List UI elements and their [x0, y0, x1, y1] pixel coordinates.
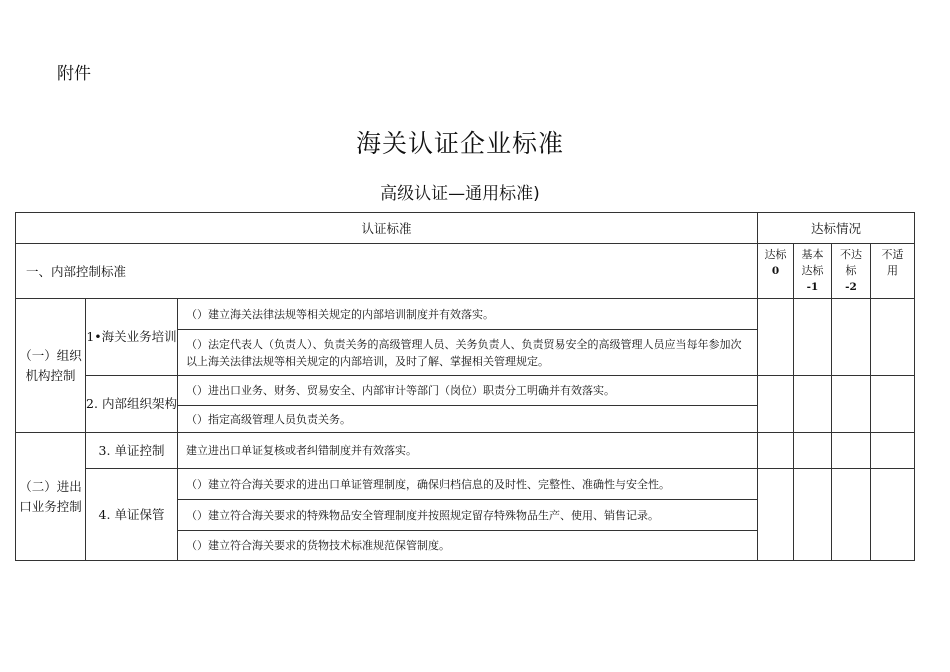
- rating-col-basic: 基本 达标 -1: [794, 244, 832, 299]
- category-2: （二）进出口业务控制: [16, 433, 86, 561]
- cell-score: [871, 299, 915, 376]
- cell-score: [758, 433, 794, 469]
- item-4-2: （）建立符合海关要求的特殊物品安全管理制度并按照规定留存特殊物品生产、使用、销售记录。: [178, 500, 758, 531]
- rating-col-fail: 不达 标 -2: [832, 244, 871, 299]
- cell-score: [758, 299, 794, 376]
- rating-col-meets: 达标 0: [758, 244, 794, 299]
- item-3-1: 建立进出口单证复核或者纠错制度并有效落实。: [178, 433, 758, 469]
- subcategory-2: 2. 内部组织架构: [86, 376, 178, 433]
- header-status: 达标情况: [758, 213, 915, 244]
- cell-score: [758, 376, 794, 433]
- cell-score: [794, 469, 832, 561]
- cell-score: [871, 469, 915, 561]
- cell-score: [832, 299, 871, 376]
- cell-score: [794, 433, 832, 469]
- item-1-1: （）建立海关法律法规等相关规定的内部培训制度并有效落实。: [178, 299, 758, 330]
- item-2-1: （）进出口业务、财务、贸易安全、内部审计等部门（岗位）职责分工明确并有效落实。: [178, 376, 758, 406]
- item-2-2: （）指定高级管理人员负责关务。: [178, 406, 758, 433]
- cell-score: [794, 376, 832, 433]
- category-1: （一）组织机构控制: [16, 299, 86, 433]
- subcategory-4: 4. 单证保管: [86, 469, 178, 561]
- header-standard: 认证标准: [16, 213, 758, 244]
- attachment-label: 附件: [57, 64, 91, 84]
- cell-score: [758, 469, 794, 561]
- document-subtitle: 高级认证—通用标准): [380, 184, 540, 204]
- cell-score: [871, 376, 915, 433]
- item-4-3: （）建立符合海关要求的货物技术标准规范保管制度。: [178, 531, 758, 561]
- section-title: 一、内部控制标准: [16, 244, 758, 299]
- cell-score: [794, 299, 832, 376]
- cell-score: [832, 469, 871, 561]
- cell-score: [832, 433, 871, 469]
- item-1-2: （）法定代表人（负责人）、负责关务的高级管理人员、关务负责人、负责贸易安全的高级管理人员应当每年参加次以上海关法律法规等相关规定的内部培训，及时了解、掌握相关管理规定。: [178, 330, 758, 376]
- rating-col-na: 不适 用: [871, 244, 915, 299]
- item-4-1: （）建立符合海关要求的进出口单证管理制度，确保归档信息的及时性、完整性、准确性与安全性。: [178, 469, 758, 500]
- cell-score: [871, 433, 915, 469]
- cell-score: [832, 376, 871, 433]
- document-title: 海关认证企业标准: [355, 129, 564, 158]
- standards-table: [15, 212, 915, 561]
- subcategory-3: 3. 单证控制: [86, 433, 178, 469]
- subcategory-1: 1•海关业务培训: [86, 299, 178, 376]
